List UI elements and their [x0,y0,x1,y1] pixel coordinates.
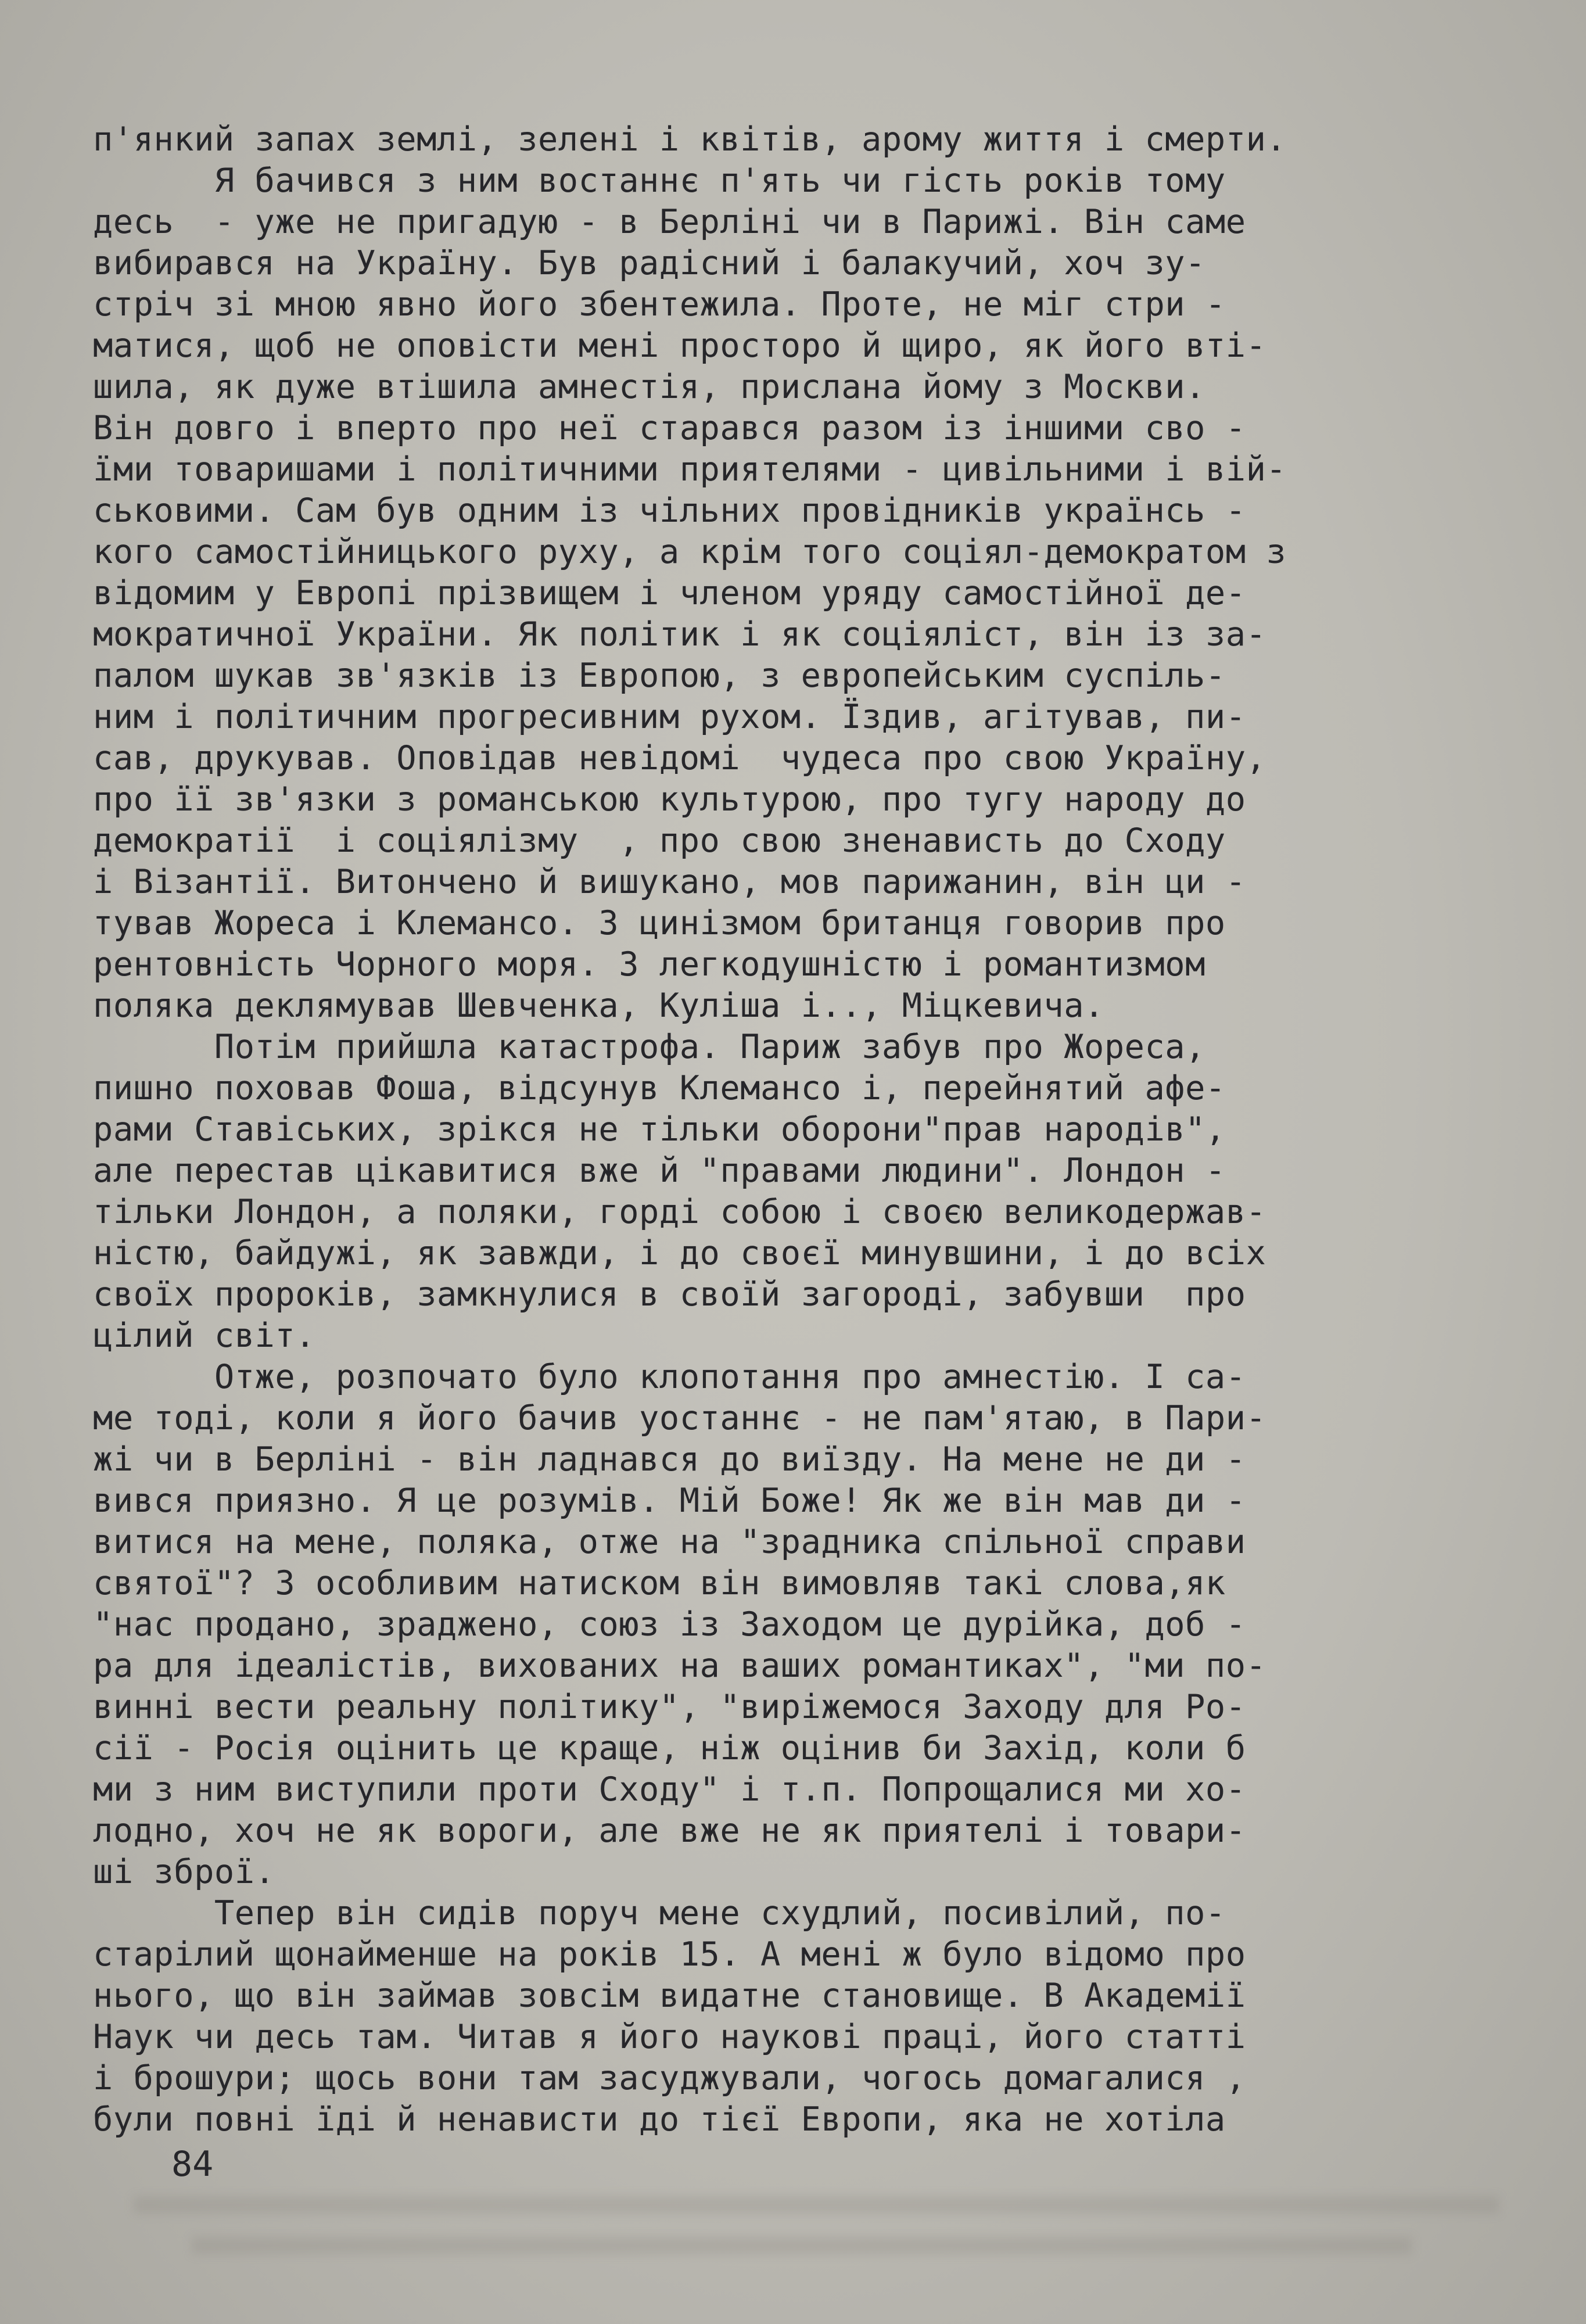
text-line: тував Жореса і Клемансо. З цинізмом британця говорив про [93,904,1226,942]
text-line: ра для ідеалістів, вихованих на ваших романтиках", "ми по- [93,1647,1266,1685]
text-line: і брошури; щось вони там засуджували, чогось домагалися , [93,2059,1246,2097]
text-line: десь - уже не пригадую - в Берліні чи в Парижі. Він саме [93,203,1246,241]
text-line: ме тоді, коли я його бачив уостаннє - не пам'ятаю, в Пари- [93,1399,1266,1437]
text-line: Він довго і вперто про неї старався разом із іншими сво - [93,409,1246,447]
text-line: витися на мене, поляка, отже на "зрадника спільної справи [93,1523,1246,1561]
text-line: ним і політичним прогресивним рухом. Їздив, агітував, пи- [93,698,1246,736]
page-number: 84 [171,2144,214,2185]
text-line: матися, щоб не оповісти мені просторо й щиро, як його вті- [93,327,1266,365]
text-line: винні вести реальну політику", "виріжемося Заходу для Ро- [93,1688,1246,1726]
text-line: тільки Лондон, а поляки, горді собою і своєю великодержав- [93,1193,1266,1231]
text-line: ськовими. Сам був одним із чільних провідників українсь - [93,492,1246,530]
text-line: рентовність Чорного моря. З легкодушністю і романтизмом [93,945,1205,984]
text-line: Потім прийшла катастрофа. Париж забув про Жореса, [93,1028,1205,1066]
text-line: ми з ним виступили проти Сходу" і т.п. Попрощалися ми хо- [93,1770,1246,1809]
text-line: їми товаришами і політичними приятелями - цивільними і вій- [93,450,1287,489]
text-line: ші зброї. [93,1853,275,1891]
ink-bleed-shadow [134,2196,1499,2214]
text-line: вибирався на Україну. Був радісний і балакучий, хоч зу- [93,244,1205,282]
text-line: лодно, хоч не як вороги, але вже не як приятелі і товари- [93,1812,1246,1850]
text-line: демократії і соціялізму , про свою зненависть до Сходу [93,822,1226,860]
text-line: сії - Росія оцінить це краще, ніж оцінив би Захід, коли б [93,1729,1246,1767]
text-line: стріч зі мною явно його збентежила. Проте, не міг стри - [93,285,1226,324]
text-line: поляка деклямував Шевченка, Куліша і.., Міцкевича. [93,987,1104,1025]
text-line: кого самостійницького руху, а крім того соціял-демократом з [93,533,1287,571]
text-line: мократичної України. Як політик і як соціяліст, він із за- [93,615,1266,654]
text-line: п'янкий запах землі, зелені і квітів, арому життя і смерти. [93,120,1287,159]
text-line: сав, друкував. Оповідав невідомі чудеса про свою Україну, [93,739,1266,777]
text-line: ністю, байдужі, як завжди, і до своєї минувшини, і до всіх [93,1234,1266,1272]
text-line: рами Ставіських, зрікся не тільки оборони"прав народів", [93,1110,1226,1149]
text-line: своїх пророків, замкнулися в своїй загороді, забувши про [93,1275,1246,1314]
text-line: нього, що він займав зовсім видатне становище. В Академії [93,1977,1246,2015]
text-line: і Візантії. Витончено й вишукано, мов парижанин, він ци - [93,863,1246,901]
text-line: старілий щонайменше на років 15. А мені ж було відомо про [93,1935,1246,1974]
text-line: але перестав цікавитися вже й "правами людини". Лондон - [93,1152,1226,1190]
text-line: Отже, розпочато було клопотання про амнестію. І са- [93,1358,1246,1396]
text-line: Я бачився з ним востаннє п'ять чи гість років тому [93,162,1226,200]
text-line: жі чи в Берліні - він ладнався до виїзду. На мене не ди - [93,1440,1246,1479]
ink-bleed-shadow [192,2237,1412,2254]
text-line: "нас продано, зраджено, союз із Заходом це дурійка, доб - [93,1605,1246,1644]
text-line: святої"? З особливим натиском він вимовляв такі слова,як [93,1564,1226,1602]
typewritten-text [93,119,1545,2140]
text-line: Тепер він сидів поруч мене схудлий, посивілий, по- [93,1894,1226,1932]
text-line: відомим у Европі прізвищем і членом уряду самостійної де- [93,574,1246,612]
text-line: вився приязно. Я це розумів. Мій Боже! Як же він мав ди - [93,1482,1246,1520]
text-line: Наук чи десь там. Читав я його наукові праці, його статті [93,2018,1246,2056]
text-line: палом шукав зв'язків із Европою, з европейським суспіль- [93,657,1226,695]
text-line: про її зв'язки з романською культурою, про тугу народу до [93,780,1246,819]
text-line: пишно поховав Фоша, відсунув Клемансо і, перейнятий афе- [93,1069,1226,1107]
text-line: були повні їді й ненависти до тієї Европи, яка не хотіла [93,2100,1226,2139]
text-line: шила, як дуже втішила амнестія, прислана йому з Москви. [93,368,1205,406]
text-line: цілий світ. [93,1317,315,1355]
